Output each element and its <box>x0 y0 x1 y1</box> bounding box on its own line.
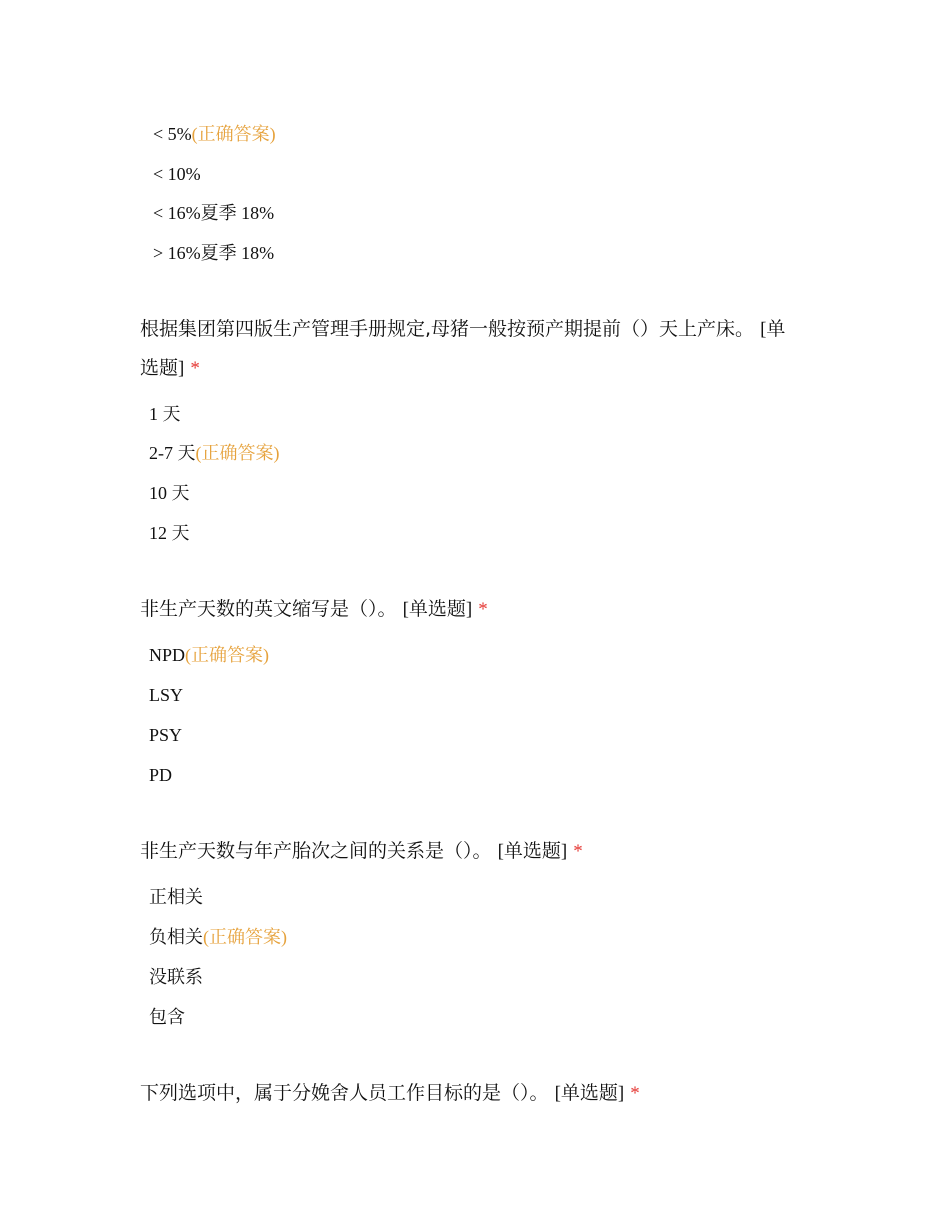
question-1-title: 根据集团第四版生产管理手册规定,母猪一般按预产期提前（）天上产床。 [单选题] * <box>140 318 786 379</box>
option[interactable]: 10 天 <box>149 483 190 503</box>
correct-answer-label: (正确答案) <box>191 124 276 144</box>
question-type-tag: [单选题] <box>402 599 473 620</box>
required-mark: * <box>573 841 583 862</box>
correct-answer-label: (正确答案) <box>203 927 287 947</box>
question-4-title: 下列选项中，属于分娩舍人员工作目标的是（）。 [单选题] * <box>140 1082 640 1104</box>
option[interactable]: 2-7 天(正确答案) <box>149 443 280 463</box>
question-3-title: 非生产天数与年产胎次之间的关系是（）。 [单选题] * <box>140 840 583 862</box>
option[interactable]: > 16%夏季 18% <box>153 243 275 263</box>
correct-answer-label: (正确答案) <box>195 443 280 463</box>
option[interactable]: 正相关 <box>149 887 203 907</box>
question-type-tag: [单选题] <box>140 319 786 379</box>
option[interactable]: 负相关(正确答案) <box>149 927 287 947</box>
required-mark: * <box>630 1083 640 1104</box>
option[interactable]: 12 天 <box>149 523 190 543</box>
option[interactable]: < 5%(正确答案) <box>153 124 276 144</box>
question-2-title: 非生产天数的英文缩写是（）。 [单选题] * <box>140 598 488 620</box>
option[interactable]: PSY <box>149 725 183 745</box>
option[interactable]: 没联系 <box>149 967 203 987</box>
option[interactable]: PD <box>149 765 173 785</box>
option[interactable]: LSY <box>149 685 184 705</box>
required-mark: * <box>190 358 200 379</box>
question-type-tag: [单选题] <box>554 1083 625 1104</box>
option[interactable]: NPD(正确答案) <box>149 645 270 665</box>
question-type-tag: [单选题] <box>497 841 568 862</box>
option[interactable]: < 16%夏季 18% <box>153 203 275 223</box>
option[interactable]: < 10% <box>153 164 201 184</box>
required-mark: * <box>478 599 488 620</box>
option[interactable]: 1 天 <box>149 404 181 424</box>
option[interactable]: 包含 <box>149 1007 185 1027</box>
correct-answer-label: (正确答案) <box>185 645 270 665</box>
